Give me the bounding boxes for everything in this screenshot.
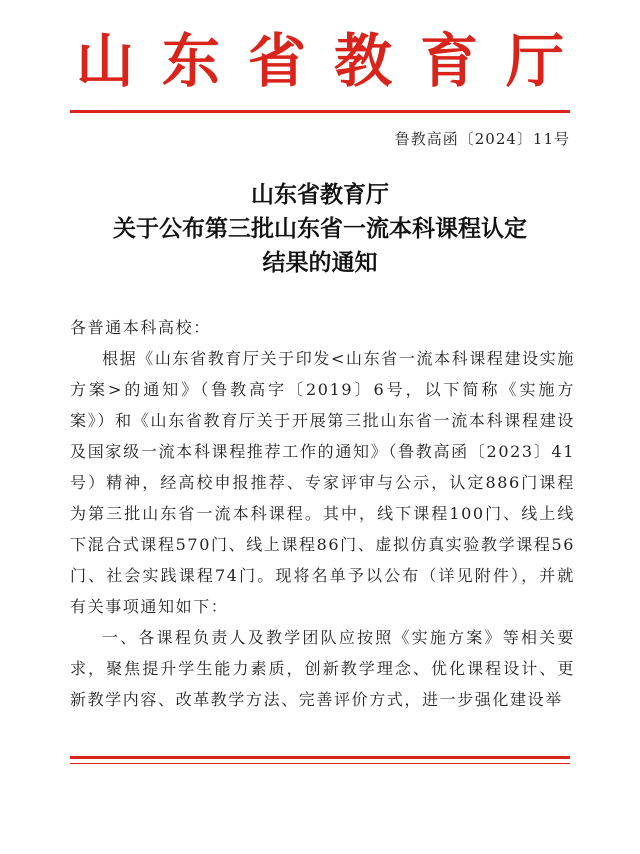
footer-red-rule-top (70, 756, 570, 759)
salutation: 各普通本科高校： (70, 318, 211, 337)
title-line-2: 关于公布第三批山东省一流本科课程认定 (113, 216, 527, 242)
paragraph-item-1: 一、各课程负责人及教学团队应按照《实施方案》等相关要求，聚焦提升学生能力素质，创新教学理念、优化课程设计、更新教学内容、改革教学方法、完善评价方式，进一步强化建设举 (70, 628, 575, 709)
document-number: 鲁教高函〔2024〕11号 (394, 130, 570, 148)
title-line-3: 结果的通知 (262, 250, 378, 276)
issuer-masthead: 山东省教育厅 (75, 27, 592, 95)
paragraph-intro: 根据《山东省教育厅关于印发<山东省一流本科课程建设实施方案>的通知》（鲁教高字〔2019〕6号，以下简称《实施方案》）和《山东省教育厅关于开展第三批山东省一流本科课程建设及国家级一流本科课程推荐工作的通知》（鲁教高函〔2023〕41号）精神，经高校申报推荐、专家评审与公示，认定886门课程为第三批山东省一流本科课程。其中，线下课程100门、线上线下混合式课程570门、线上课程86门、虚拟仿真实验教学课程56门、社会实践课程74门。现将名单予以公布（详见附件），并就有关事项通知如下： (70, 349, 575, 616)
document-title (0, 178, 640, 280)
document-body (70, 312, 575, 715)
title-line-1: 山东省教育厅 (251, 182, 389, 208)
footer-red-rule-bottom (70, 763, 570, 764)
header-red-rule (70, 110, 570, 113)
